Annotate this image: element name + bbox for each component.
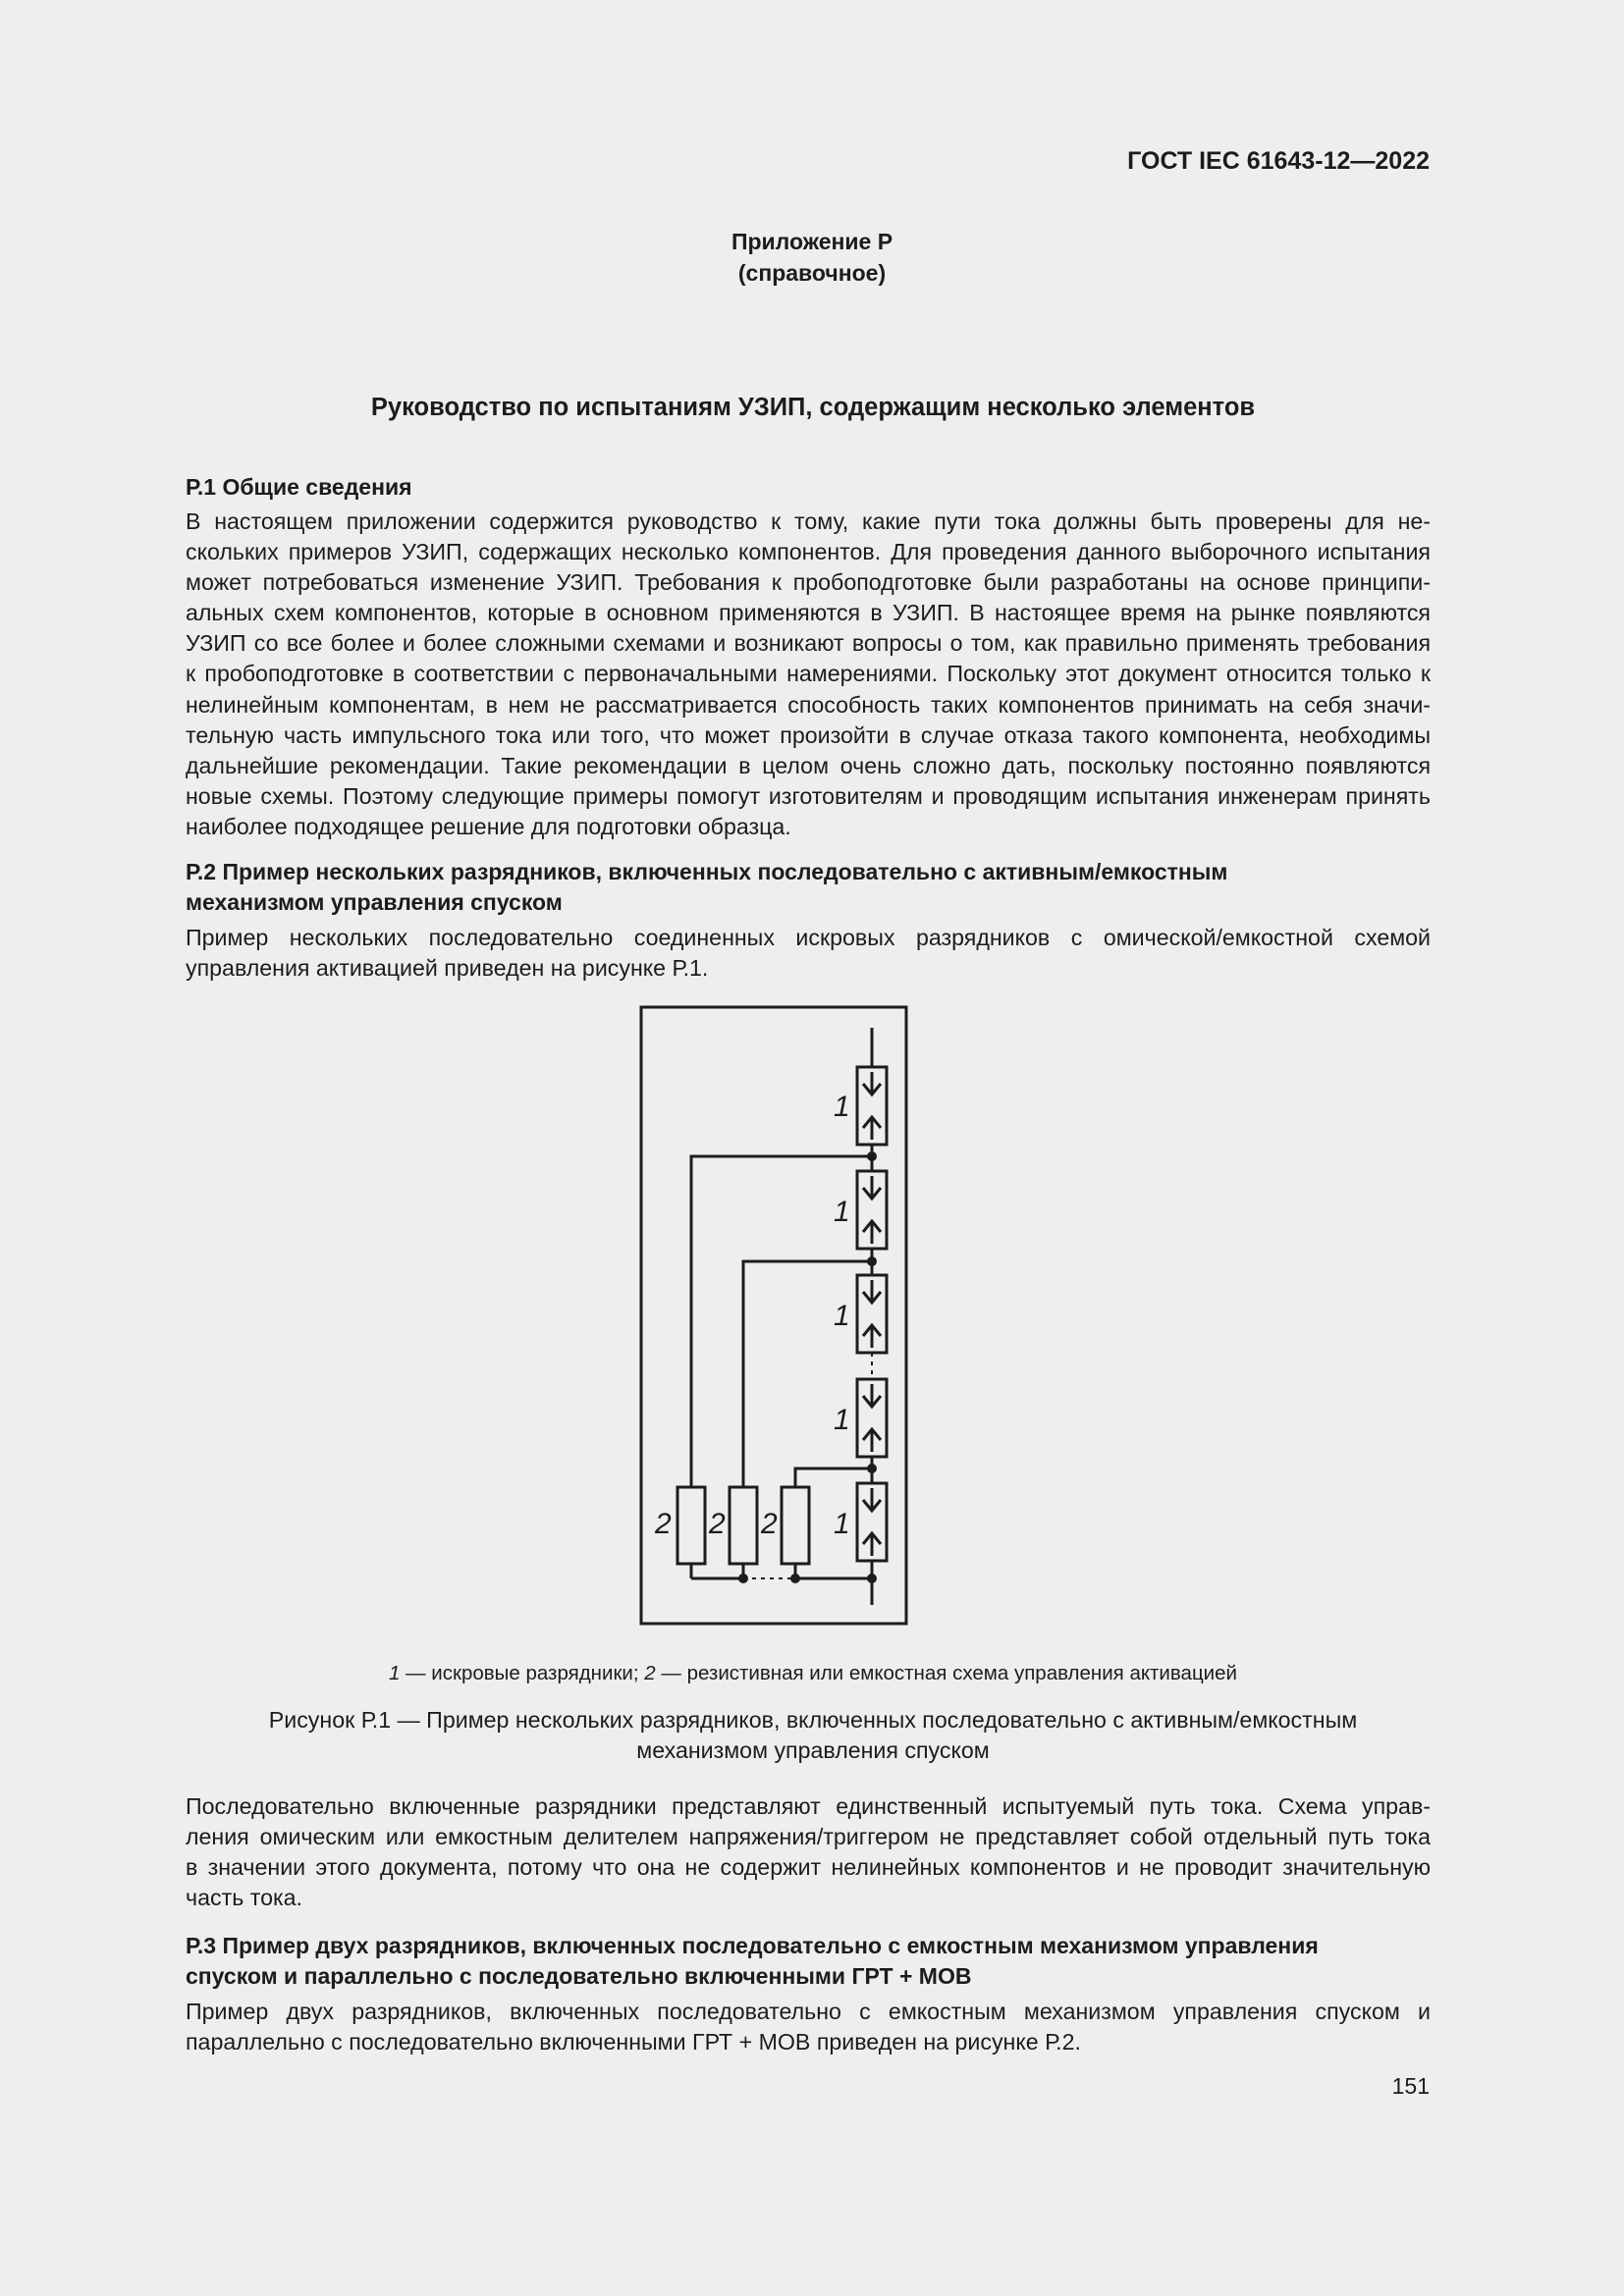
section-heading-p1: Р.1 Общие сведения: [186, 474, 412, 500]
label-resistor: 2: [709, 1508, 726, 1540]
text-line: новые схемы. Поэтому следующие примеры помогут изготовителям и проводящим испытания инженерам принять: [186, 782, 1431, 809]
label-resistor: 2: [761, 1508, 778, 1540]
junction-dot: [867, 1464, 877, 1473]
annex-title: Приложение Р: [731, 229, 893, 254]
text-line: часть тока.: [186, 1885, 302, 1911]
text-line: в значении этого документа, потому что она не содержит нелинейных компонентов и не проводит значительную: [186, 1854, 1431, 1881]
text-line: дальнейшие рекомендации. Такие рекомендации в целом очень сложно дать, поскольку постоянно появляются: [186, 752, 1431, 778]
gap-arrows: [863, 1280, 881, 1348]
label-gap: 1: [834, 1404, 850, 1436]
legend-num: 1: [388, 1662, 401, 1684]
section-heading-p3: [116, 1931, 1500, 1992]
text-line: ления омическим или емкостным делителем напряжения/триггером не представляет собой отдельный путь тока: [186, 1824, 1431, 1850]
text-line: к пробоподготовке в соответствии с первоначальными намерениями. Поскольку этот документ относится только к: [186, 661, 1431, 687]
gap-arrows: [863, 1176, 881, 1244]
heading-line: Р.2 Пример нескольких разрядников, включенных последовательно с активным/емкостным: [186, 859, 1228, 884]
text-line: может потребоваться изменение УЗИП. Требования к пробоподготовке были разработаны на основе принципи-: [186, 569, 1431, 596]
legend-text: — искровые разрядники;: [400, 1662, 645, 1684]
text-line: параллельно с последовательно включенными ГРТ + МОВ приведен на рисунке Р.2.: [186, 2029, 1081, 2056]
control-branch-2: [743, 1261, 872, 1487]
text-line: Пример нескольких последовательно соединенных искровых разрядников с омической/емкостной схемой: [186, 925, 1431, 950]
junction-dot: [790, 1574, 800, 1583]
text-line: Пример двух разрядников, включенных последовательно с емкостным механизмом управления спуском и: [186, 1999, 1431, 2024]
page-number: 151: [1391, 2073, 1430, 2099]
section-p3-text: [116, 1997, 1431, 2057]
label-resistor: 2: [655, 1508, 672, 1540]
heading-line: механизмом управления спуском: [186, 889, 563, 915]
junction-dot: [867, 1574, 877, 1583]
label-gap: 1: [834, 1196, 850, 1228]
junction-dot: [867, 1151, 877, 1161]
heading-line: спуском и параллельно с последовательно включенными ГРТ + МОВ: [186, 1963, 972, 1989]
text-line: Последовательно включенные разрядники представляют единственный испытуемый путь тока. Схема управ-: [186, 1793, 1431, 1819]
label-gap: 1: [834, 1508, 850, 1540]
gap-arrows: [863, 1488, 881, 1556]
text-line: управления активацией приведен на рисунке Р.1.: [186, 955, 709, 982]
standard-number: ГОСТ IEC 61643-12—2022: [1127, 147, 1430, 175]
gap-arrows: [863, 1384, 881, 1452]
label-gap: 1: [834, 1300, 850, 1332]
page-title: Руководство по испытаниям УЗИП, содержащим несколько элементов: [370, 394, 1256, 421]
resistor-2: [730, 1487, 757, 1564]
junction-dot: [738, 1574, 748, 1583]
annex-status: (справочное): [737, 260, 887, 286]
text-line: тельную часть импульсного тока или того, что может произойти в случае отказа такого компонента, необходимы: [186, 721, 1431, 748]
junction-dot: [867, 1256, 877, 1266]
section-p2-after-figure: [116, 1791, 1431, 1913]
gap-arrows: [863, 1072, 881, 1140]
heading-line: Р.3 Пример двух разрядников, включенных последовательно с емкостным механизмом управления: [186, 1933, 1319, 1958]
resistor-1: [677, 1487, 705, 1564]
resistor-3: [782, 1487, 809, 1564]
label-gap: 1: [834, 1091, 850, 1123]
text-line: скольких примеров УЗИП, содержащих несколько компонентов. Для проведения данного выборочного испытания: [186, 539, 1431, 565]
text-line: В настоящем приложении содержится руководство к тому, какие пути тока должны быть проверены для не-: [186, 508, 1431, 534]
legend-num: 2: [644, 1662, 656, 1684]
text-line: альных схем компонентов, которые в основном применяются в УЗИП. В настоящее время на рынке появляются: [186, 600, 1431, 626]
text-line: наиболее подходящее решение для подготовки образца.: [186, 813, 791, 839]
legend-text: — резистивная или емкостная схема управления активацией: [655, 1662, 1237, 1684]
figure-legend: [116, 1662, 1510, 1685]
figure-caption: [116, 1705, 1510, 1766]
caption-line: Рисунок Р.1 — Пример нескольких разрядников, включенных последовательно с активным/емкостным: [268, 1707, 1358, 1733]
caption-line: механизмом управления спуском: [636, 1737, 990, 1763]
text-line: УЗИП со все более и более сложными схемами и возникают вопросы о том, как правильно применять требования: [186, 630, 1431, 657]
text-line: нелинейным компонентам, в нем не рассматривается способность таких компонентов принимать на себя значи-: [186, 691, 1431, 718]
